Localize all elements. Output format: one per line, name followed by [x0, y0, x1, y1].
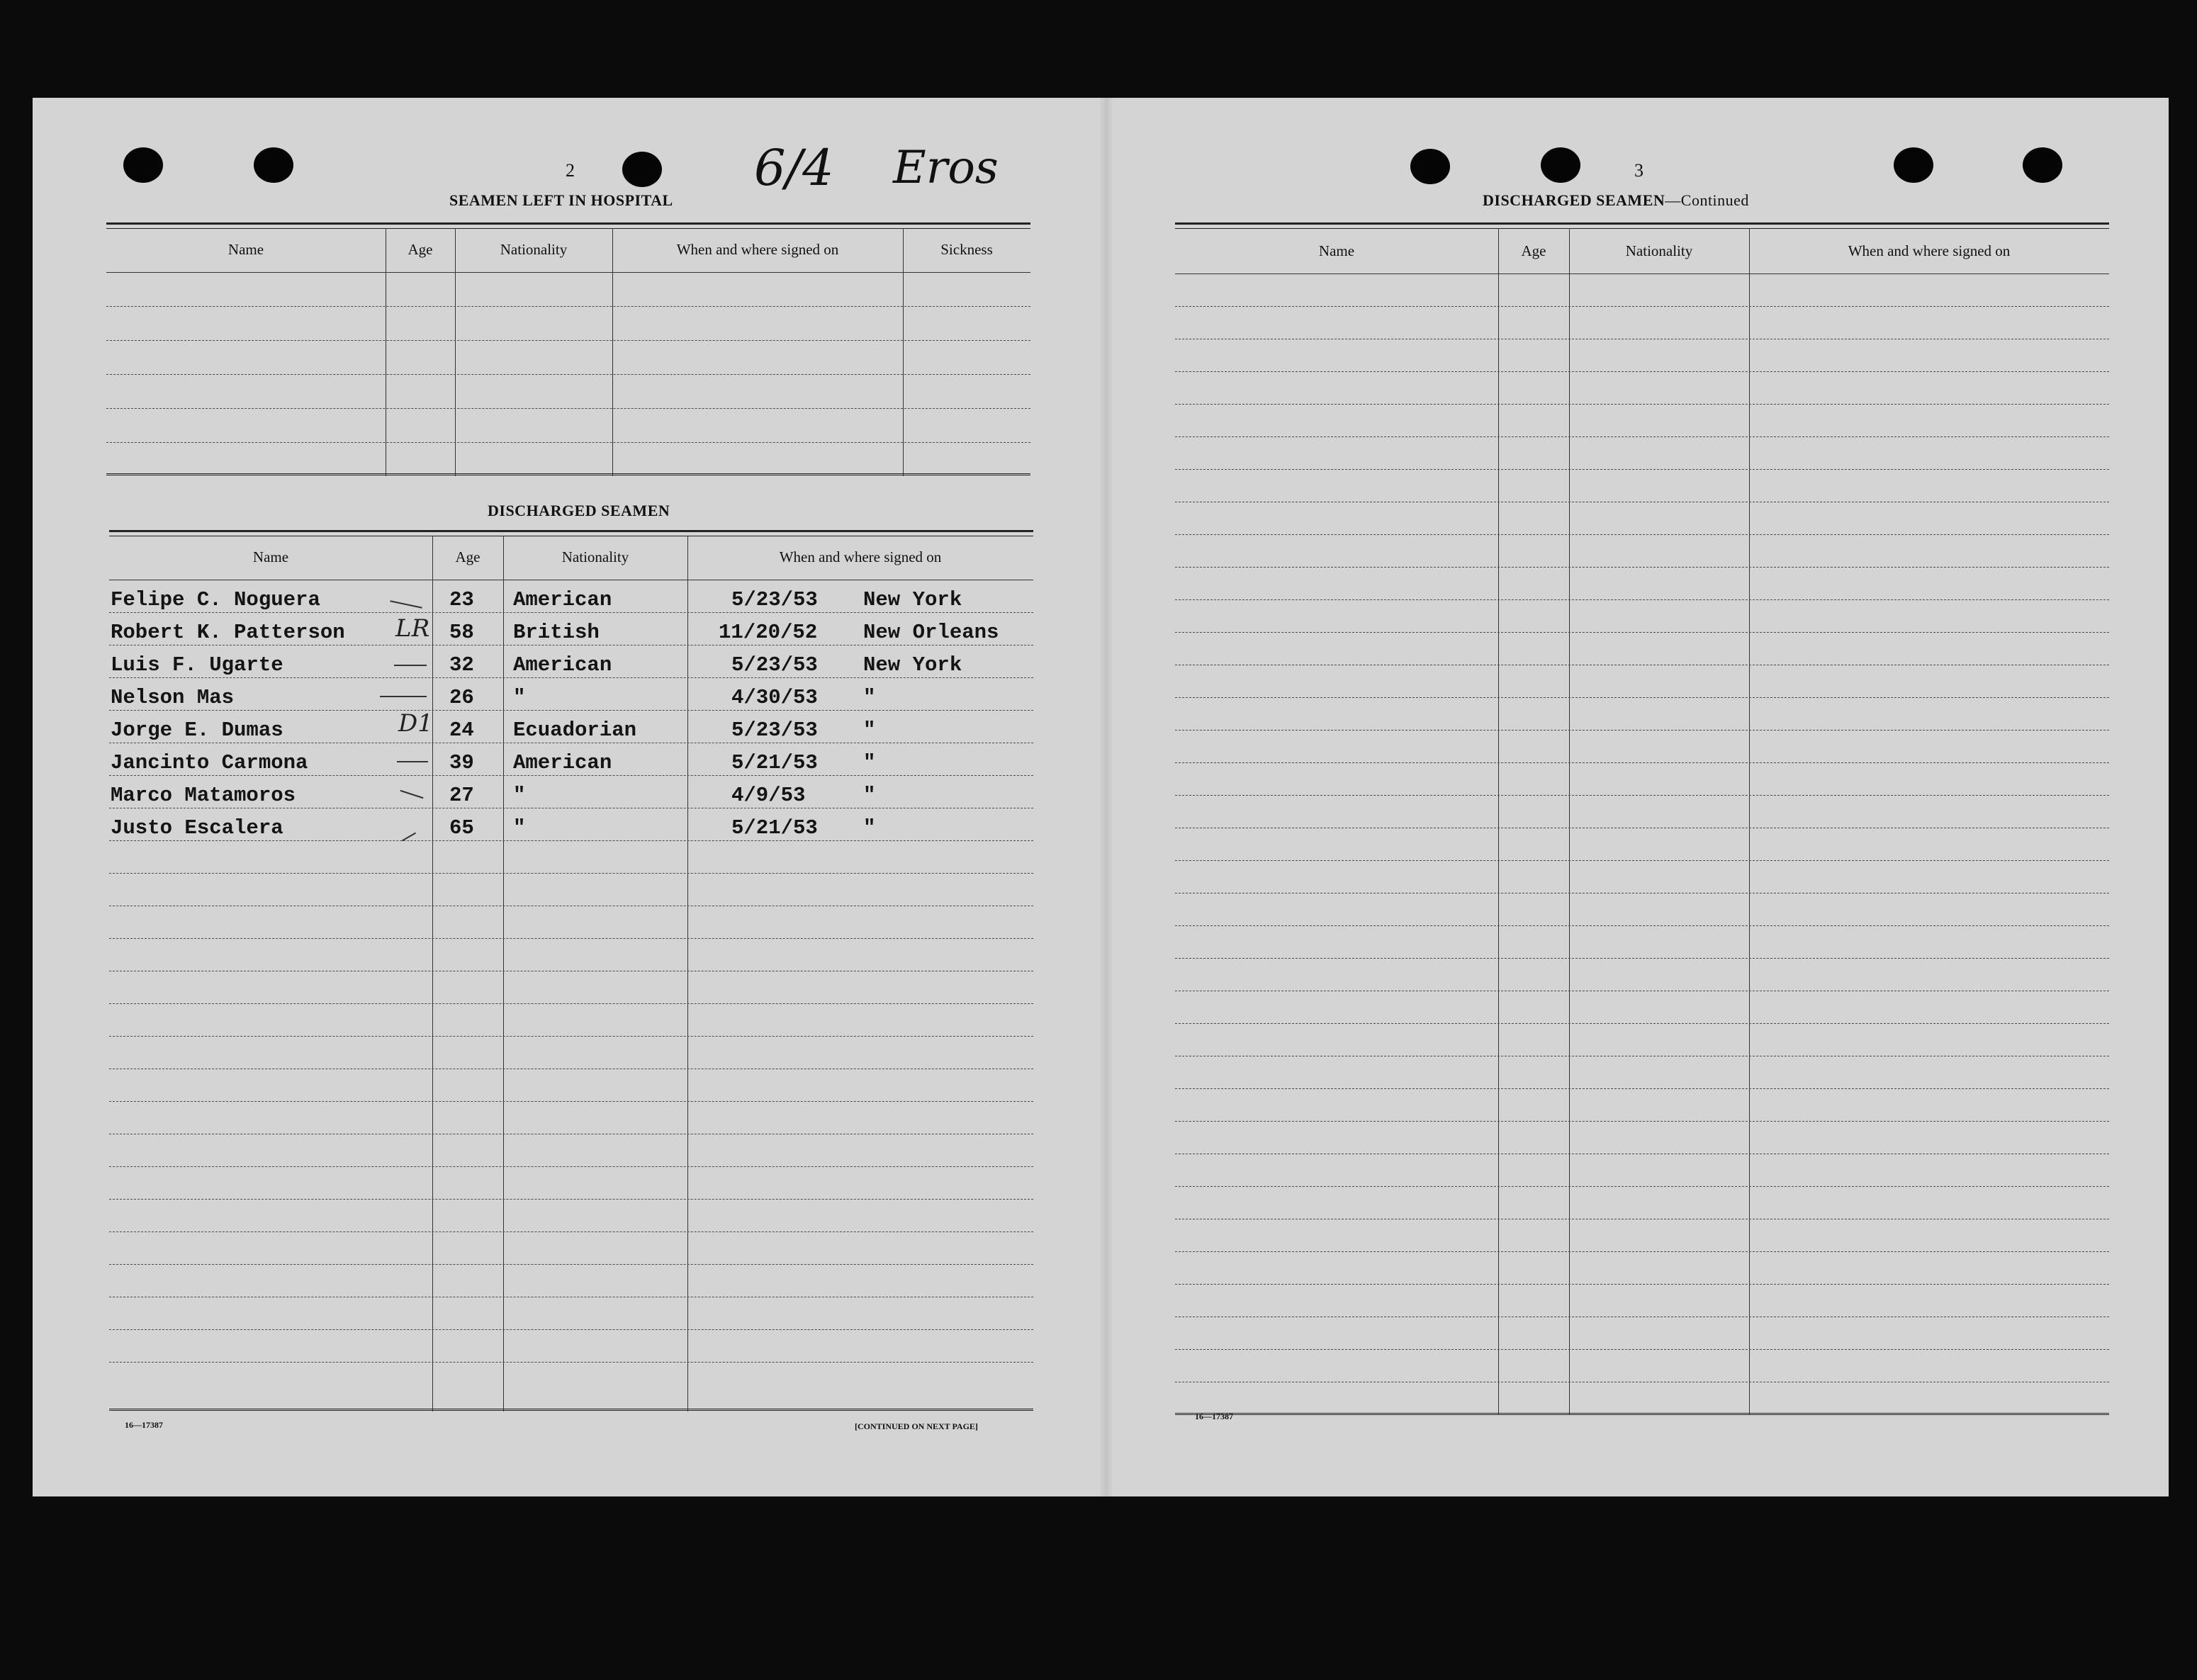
- signed-on-date: 5/23/53: [731, 588, 818, 611]
- left-form-number: 16—17387: [125, 1420, 163, 1430]
- col-header-age: Age: [408, 241, 433, 258]
- hospital-section-title: SEAMEN LEFT IN HOSPITAL: [449, 191, 673, 209]
- col-header-name: Name: [1318, 242, 1355, 259]
- check-tick: [380, 696, 427, 697]
- check-tick: [390, 600, 422, 609]
- seaman-name: Nelson Mas: [111, 686, 235, 709]
- seaman-age: 27: [449, 784, 474, 807]
- seaman-age: 39: [449, 751, 474, 774]
- punch-hole: [1410, 149, 1450, 184]
- signed-on-date: 5/23/53: [731, 653, 818, 677]
- seaman-age: 32: [449, 653, 474, 677]
- signed-on-date: 11/20/52: [719, 621, 818, 644]
- seaman-age: 26: [449, 686, 474, 709]
- seaman-age: 58: [449, 621, 474, 644]
- col-header-signed-on: When and where signed on: [779, 548, 942, 565]
- signed-on-date: 5/23/53: [731, 718, 818, 742]
- seaman-nationality: ": [513, 784, 526, 807]
- check-tick: [400, 790, 424, 799]
- punch-hole: [622, 152, 662, 187]
- col-header-signed-on: When and where signed on: [676, 241, 839, 258]
- seaman-name: Justo Escalera: [111, 816, 283, 840]
- seaman-age: 65: [449, 816, 474, 840]
- signed-on-place: New Orleans: [863, 621, 999, 644]
- col-header-nationality: Nationality: [1625, 242, 1693, 259]
- signed-on-place: ": [863, 718, 876, 742]
- seaman-nationality: ": [513, 816, 526, 840]
- seaman-age: 23: [449, 588, 474, 611]
- signed-on-place: ": [863, 816, 876, 840]
- page-fold: [1099, 98, 1113, 1496]
- seaman-name: Robert K. Patterson: [111, 621, 345, 644]
- signed-on-date: 5/21/53: [731, 816, 818, 840]
- signed-on-place: ": [863, 784, 876, 807]
- check-tick: [397, 761, 428, 762]
- right-form-number: 16—17387: [1195, 1411, 1233, 1421]
- seaman-age: 24: [449, 718, 474, 742]
- discharged-section-title: DISCHARGED SEAMEN: [488, 502, 670, 519]
- handwritten-name: Eros: [893, 142, 999, 194]
- handwritten-mark: D1: [398, 709, 433, 738]
- punch-hole: [1541, 147, 1580, 183]
- punch-hole: [254, 147, 293, 183]
- right-title-suffix: —Continued: [1665, 191, 1749, 209]
- right-title-main: DISCHARGED SEAMEN: [1483, 191, 1665, 209]
- seaman-nationality: Ecuadorian: [513, 718, 637, 742]
- seaman-nationality: American: [513, 588, 612, 611]
- continued-note: [CONTINUED ON NEXT PAGE]: [855, 1421, 978, 1431]
- col-header-name: Name: [227, 241, 264, 258]
- seaman-nationality: ": [513, 686, 526, 709]
- col-header-signed-on: When and where signed on: [1848, 242, 2011, 259]
- col-header-sickness: Sickness: [940, 241, 993, 258]
- punch-hole: [2023, 147, 2062, 183]
- col-header-age: Age: [1521, 242, 1546, 259]
- seaman-name: Felipe C. Noguera: [111, 588, 320, 611]
- right-page-number: 3: [1634, 160, 1643, 181]
- signed-on-date: 5/21/53: [731, 751, 818, 774]
- signed-on-date: 4/30/53: [731, 686, 818, 709]
- handwritten-mark: LR: [395, 614, 430, 643]
- hospital-table: [106, 222, 1030, 479]
- seaman-nationality: American: [513, 653, 612, 677]
- col-header-age: Age: [455, 548, 481, 565]
- signed-on-place: ": [863, 686, 876, 709]
- col-header-name: Name: [252, 548, 289, 565]
- signed-on-place: ": [863, 751, 876, 774]
- signed-on-place: New York: [863, 588, 962, 611]
- punch-hole: [1894, 147, 1933, 183]
- seaman-nationality: American: [513, 751, 612, 774]
- seaman-name: Jorge E. Dumas: [111, 718, 283, 742]
- handwritten-note: 6/4: [754, 139, 834, 197]
- check-tick: [394, 665, 427, 666]
- signed-on-date: 4/9/53: [731, 784, 806, 807]
- seaman-name: Luis F. Ugarte: [111, 653, 283, 677]
- col-header-nationality: Nationality: [561, 548, 629, 565]
- seaman-name: Jancinto Carmona: [111, 751, 308, 774]
- discharged-continued-table: [1175, 222, 2109, 1417]
- left-page-number: 2: [566, 160, 575, 181]
- right-section-title: [1483, 191, 1749, 210]
- col-header-nationality: Nationality: [500, 241, 568, 258]
- discharged-table: [109, 530, 1033, 1416]
- document-sheet: [33, 98, 2169, 1496]
- punch-hole: [123, 147, 163, 183]
- seaman-name: Marco Matamoros: [111, 784, 296, 807]
- seaman-nationality: British: [513, 621, 600, 644]
- signed-on-place: New York: [863, 653, 962, 677]
